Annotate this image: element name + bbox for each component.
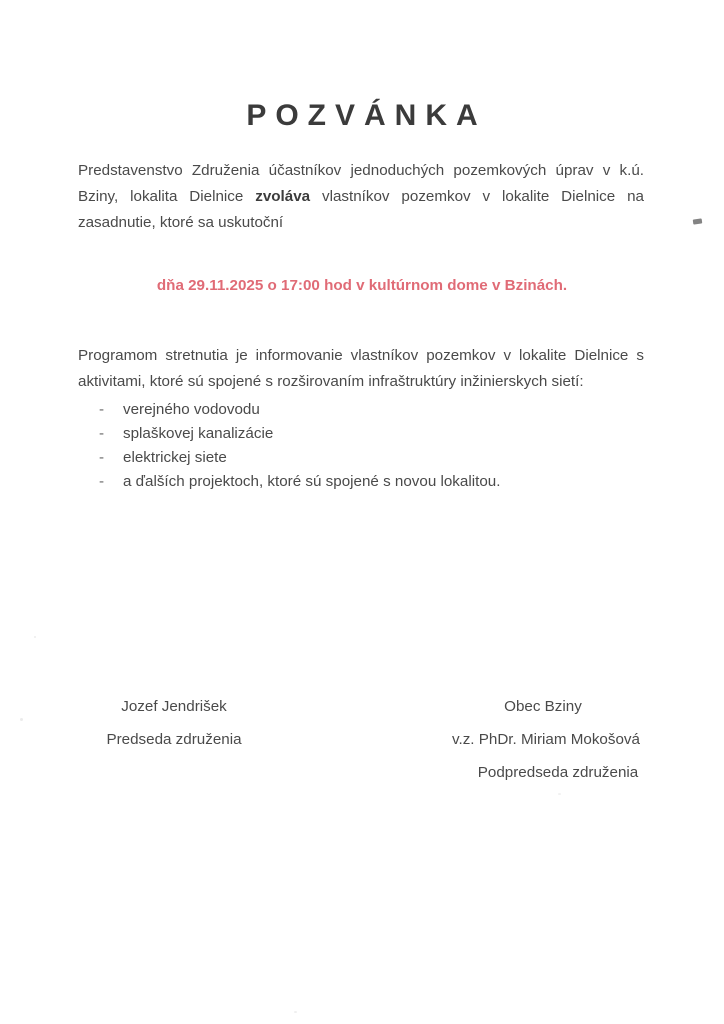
scan-speck [34, 636, 36, 638]
intro-emphasis-zvolava: zvoláva [255, 188, 311, 205]
list-item-label: verejného vodovodu [123, 401, 260, 418]
scan-speck [558, 793, 561, 795]
intro-paragraph [78, 158, 644, 236]
scan-speck [20, 718, 23, 721]
program-paragraph-block [78, 343, 644, 395]
list-item-label: a ďalších projektoch, ktoré sú spojené s novou lokalitou. [123, 473, 501, 490]
signature-left-role: Predseda združenia [106, 731, 242, 748]
scan-speck [294, 1011, 297, 1013]
intro-text-before-emphasis: Predstavenstvo Združenia účastníkov jednoduchých pozemkových úprav v k.ú. Bziny, lokalita Dielnice [78, 162, 644, 205]
scan-artifact-mark [693, 218, 703, 224]
intro-text-after-emphasis: vlastníkov pozemkov v lokalite Dielnice na zasadnutie, ktoré sa uskutoční [78, 188, 644, 231]
list-item-label: splaškovej kanalizácie [123, 425, 274, 442]
dash-marker-icon: - [99, 425, 105, 442]
program-paragraph: Programom stretnutia je informovanie vlastníkov pozemkov v lokalite Dielnice s aktivitami, ktoré sú spojené s rozširovaním infraštruktúry inžinierskych sietí: [78, 347, 644, 390]
signature-right-column [362, 690, 724, 789]
intro-paragraph-block [78, 158, 644, 236]
list-item-label: elektrickej siete [123, 449, 227, 466]
list-item [78, 422, 644, 446]
signature-right-organization: Obec Bziny [504, 698, 582, 715]
meeting-date-line: dňa 29.11.2025 o 17:00 hod v kultúrnom dome v Bzinách. [156, 277, 568, 294]
dash-marker-icon: - [99, 449, 105, 466]
list-item [78, 470, 644, 494]
signature-right-role: Podpredseda združenia [477, 764, 639, 781]
dash-marker-icon: - [99, 401, 105, 418]
signature-left-name: Jozef Jendrišek [121, 698, 227, 715]
dash-marker-icon: - [99, 473, 105, 490]
list-item [78, 398, 644, 422]
signature-block [0, 690, 724, 789]
signature-left-column [0, 690, 362, 756]
agenda-item-list [78, 398, 644, 494]
signature-right-name: v.z. PhDr. Miriam Mokošová [452, 731, 640, 748]
page-title: POZVÁNKA [246, 99, 487, 133]
list-item [78, 446, 644, 470]
